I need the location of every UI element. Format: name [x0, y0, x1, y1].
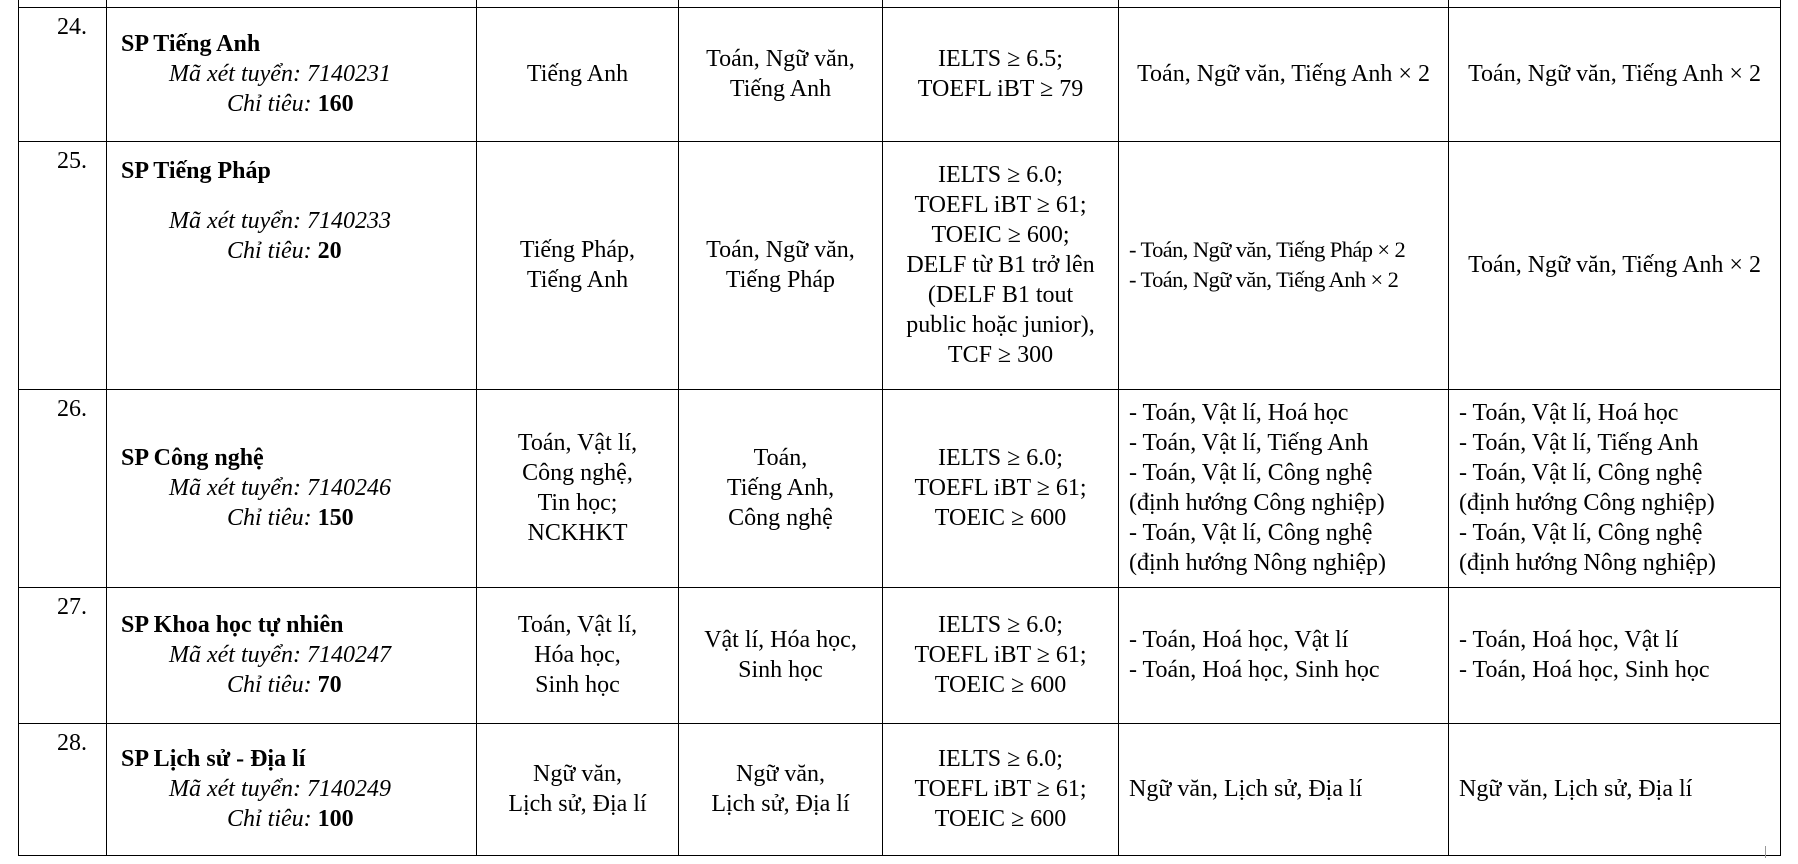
combination-1-cell-line: - Toán, Vật lí, Công nghệ	[1129, 520, 1373, 546]
subjects-a-cell-line: Hóa học,	[534, 642, 621, 668]
page-corner-mark	[1765, 846, 1780, 858]
table-row	[19, 141, 1781, 389]
subjects-b-cell-line: Tiếng Anh,	[726, 475, 835, 501]
admissions-table	[18, 0, 1781, 856]
major-quota-line	[121, 89, 476, 119]
major-cell	[107, 723, 477, 855]
combination-2-cell-line: - Toán, Hoá học, Sinh học	[1459, 657, 1710, 683]
certificates-cell-line: IELTS ≥ 6.0;	[938, 746, 1063, 772]
major-code: 7140246	[306, 475, 391, 501]
subjects-b-cell-line: Ngữ văn,	[736, 761, 825, 787]
major-quota-label: Chỉ tiêu:	[227, 806, 312, 832]
combination-2-cell-line: - Toán, Vật lí, Hoá học	[1459, 400, 1679, 426]
major-name: SP Công nghệ	[121, 445, 264, 471]
major-quota: 20	[317, 237, 342, 264]
combination-2-cell	[1449, 141, 1781, 389]
certificates-cell-line: TOEIC ≥ 600	[934, 806, 1067, 832]
subjects-a-cell	[477, 587, 679, 723]
certificates-cell-line: IELTS ≥ 6.0;	[938, 445, 1063, 471]
certificates-cell-line: public hoặc junior),	[906, 312, 1095, 338]
row-number: 26.	[19, 389, 107, 587]
subjects-a-cell-line: Tiếng Anh	[526, 61, 629, 87]
major-code-label: Mã xét tuyển:	[169, 475, 301, 501]
major-quota-line	[121, 804, 476, 834]
combination-1-cell	[1119, 141, 1449, 389]
major-quota-line	[121, 236, 476, 266]
combination-2-cell	[1449, 587, 1781, 723]
certificates-cell-line: TOEFL iBT ≥ 61;	[914, 192, 1087, 218]
major-quota-label: Chỉ tiêu:	[227, 237, 312, 264]
major-code-line	[121, 473, 476, 503]
certificates-cell-line: (DELF B1 tout	[927, 282, 1074, 308]
subjects-b-cell-line: Lịch sử, Địa lí	[711, 791, 850, 817]
major-code: 7140247	[306, 642, 391, 668]
subjects-b-cell-line: Công nghệ	[728, 505, 833, 531]
combination-2-cell	[1449, 389, 1781, 587]
major-quota: 100	[317, 806, 354, 832]
row-number: 27.	[19, 587, 107, 723]
major-cell	[107, 389, 477, 587]
major-code-line	[121, 206, 476, 236]
major-cell	[107, 587, 477, 723]
certificates-cell-line: TOEFL iBT ≥ 61;	[914, 475, 1087, 501]
top-cut-row	[19, 0, 1781, 7]
major-quota-label: Chỉ tiêu:	[227, 505, 312, 531]
subjects-a-cell-line: Ngữ văn,	[533, 761, 622, 787]
subjects-a-cell-line: Tin học;	[537, 490, 618, 516]
major-code: 7140249	[306, 776, 391, 802]
subjects-a-cell-line: NCKHKT	[527, 520, 628, 546]
certificates-cell	[883, 389, 1119, 587]
combination-2-cell	[1449, 723, 1781, 855]
certificates-cell-line: TOEIC ≥ 600	[934, 672, 1067, 698]
major-cell	[107, 141, 477, 389]
combination-1-cell-line: Ngữ văn, Lịch sử, Địa lí	[1129, 776, 1363, 802]
subjects-a-cell	[477, 389, 679, 587]
combination-2-cell-line: - Toán, Vật lí, Công nghệ	[1459, 520, 1703, 546]
major-name: SP Lịch sử - Địa lí	[121, 746, 306, 772]
subjects-a-cell-line: Công nghệ,	[522, 460, 633, 486]
combination-2-cell-line: (định hướng Nông nghiệp)	[1459, 550, 1717, 576]
major-name: SP Tiếng Pháp	[121, 157, 271, 184]
row-number: 24.	[19, 7, 107, 141]
combination-1-cell-line: - Toán, Vật lí, Hoá học	[1129, 400, 1349, 426]
subjects-a-cell-line: Toán, Vật lí,	[517, 612, 638, 638]
subjects-b-cell	[679, 723, 883, 855]
certificates-cell	[883, 7, 1119, 141]
subjects-a-cell-line: Sinh học	[535, 672, 620, 698]
subjects-b-cell-line: Vật lí, Hóa học,	[704, 627, 857, 653]
combination-1-cell-line: (định hướng Nông nghiệp)	[1129, 550, 1387, 576]
table-body	[19, 0, 1781, 855]
combination-1-cell-line: - Toán, Vật lí, Công nghệ	[1129, 460, 1373, 486]
major-quota-line	[121, 670, 476, 700]
subjects-b-cell-line: Tiếng Pháp	[725, 267, 836, 293]
certificates-cell-line: TOEFL iBT ≥ 79	[917, 76, 1084, 102]
certificates-cell-line: IELTS ≥ 6.0;	[938, 612, 1063, 638]
combination-2-cell	[1449, 7, 1781, 141]
subjects-b-cell-line: Tiếng Anh	[729, 76, 832, 102]
major-code-line	[121, 59, 476, 89]
combination-2-cell-line: (định hướng Công nghiệp)	[1459, 490, 1715, 516]
row-number: 28.	[19, 723, 107, 855]
subjects-b-cell	[679, 389, 883, 587]
subjects-b-cell-line: Sinh học	[738, 657, 823, 683]
certificates-cell-line: TOEFL iBT ≥ 61;	[914, 776, 1087, 802]
certificates-cell-line: IELTS ≥ 6.5;	[938, 46, 1063, 72]
major-quota: 70	[317, 672, 342, 698]
major-code-line	[121, 774, 476, 804]
combination-2-cell-line: Toán, Ngữ văn, Tiếng Anh × 2	[1468, 61, 1761, 87]
combination-1-cell-line: - Toán, Ngữ văn, Tiếng Anh × 2	[1129, 267, 1399, 292]
subjects-a-cell	[477, 7, 679, 141]
combination-1-cell-line: - Toán, Hoá học, Vật lí	[1129, 627, 1349, 653]
subjects-b-cell-line: Toán,	[753, 445, 808, 471]
subjects-a-cell	[477, 723, 679, 855]
combination-2-cell-line: Ngữ văn, Lịch sử, Địa lí	[1459, 776, 1693, 802]
combination-2-cell-line: - Toán, Vật lí, Công nghệ	[1459, 460, 1703, 486]
combination-1-cell	[1119, 723, 1449, 855]
major-quota: 160	[317, 91, 354, 117]
combination-2-cell-line: - Toán, Hoá học, Vật lí	[1459, 627, 1679, 653]
table-row	[19, 389, 1781, 587]
certificates-cell-line: TOEIC ≥ 600;	[931, 222, 1070, 248]
combination-1-cell	[1119, 389, 1449, 587]
combination-1-cell-line: (định hướng Công nghiệp)	[1129, 490, 1385, 516]
major-code-label: Mã xét tuyển:	[169, 642, 301, 668]
certificates-cell-line: TOEFL iBT ≥ 61;	[914, 642, 1087, 668]
combination-1-cell	[1119, 587, 1449, 723]
major-quota: 150	[317, 505, 354, 531]
major-cell	[107, 7, 477, 141]
table-row	[19, 7, 1781, 141]
combination-1-cell-line: - Toán, Vật lí, Tiếng Anh	[1129, 430, 1369, 456]
subjects-b-cell-line: Toán, Ngữ văn,	[706, 237, 855, 263]
certificates-cell	[883, 141, 1119, 389]
major-code-line	[121, 640, 476, 670]
combination-1-cell-line: - Toán, Hoá học, Sinh học	[1129, 657, 1380, 683]
admissions-table-page	[18, 0, 1780, 858]
certificates-cell-line: TCF ≥ 300	[947, 342, 1054, 368]
subjects-a-cell-line: Tiếng Anh	[526, 267, 629, 293]
subjects-b-cell	[679, 587, 883, 723]
major-name: SP Khoa học tự nhiên	[121, 612, 344, 638]
major-quota-line	[121, 503, 476, 533]
major-code-label: Mã xét tuyển:	[169, 207, 301, 234]
major-code-label: Mã xét tuyển:	[169, 776, 301, 802]
combination-2-cell-line: - Toán, Vật lí, Tiếng Anh	[1459, 430, 1699, 456]
combination-2-cell-line: Toán, Ngữ văn, Tiếng Anh × 2	[1468, 252, 1761, 278]
row-number: 25.	[19, 141, 107, 389]
major-quota-label: Chỉ tiêu:	[227, 91, 312, 117]
major-code-label: Mã xét tuyển:	[169, 61, 301, 87]
subjects-b-cell-line: Toán, Ngữ văn,	[706, 46, 855, 72]
subjects-a-cell-line: Tiếng Pháp,	[519, 237, 636, 263]
major-code: 7140233	[306, 207, 391, 234]
certificates-cell	[883, 587, 1119, 723]
subjects-a-cell	[477, 141, 679, 389]
certificates-cell-line: DELF từ B1 trở lên	[906, 252, 1095, 278]
certificates-cell	[883, 723, 1119, 855]
major-name: SP Tiếng Anh	[121, 31, 261, 57]
table-row	[19, 587, 1781, 723]
subjects-a-cell-line: Lịch sử, Địa lí	[508, 791, 647, 817]
combination-1-cell-line: - Toán, Ngữ văn, Tiếng Pháp × 2	[1129, 237, 1406, 262]
subjects-a-cell-line: Toán, Vật lí,	[517, 430, 638, 456]
major-quota-label: Chỉ tiêu:	[227, 672, 312, 698]
table-row	[19, 723, 1781, 855]
certificates-cell-line: IELTS ≥ 6.0;	[938, 162, 1063, 188]
subjects-b-cell	[679, 141, 883, 389]
certificates-cell-line: TOEIC ≥ 600	[934, 505, 1067, 531]
subjects-b-cell	[679, 7, 883, 141]
combination-1-cell-line: Toán, Ngữ văn, Tiếng Anh × 2	[1137, 61, 1430, 87]
major-code: 7140231	[306, 61, 391, 87]
combination-1-cell	[1119, 7, 1449, 141]
